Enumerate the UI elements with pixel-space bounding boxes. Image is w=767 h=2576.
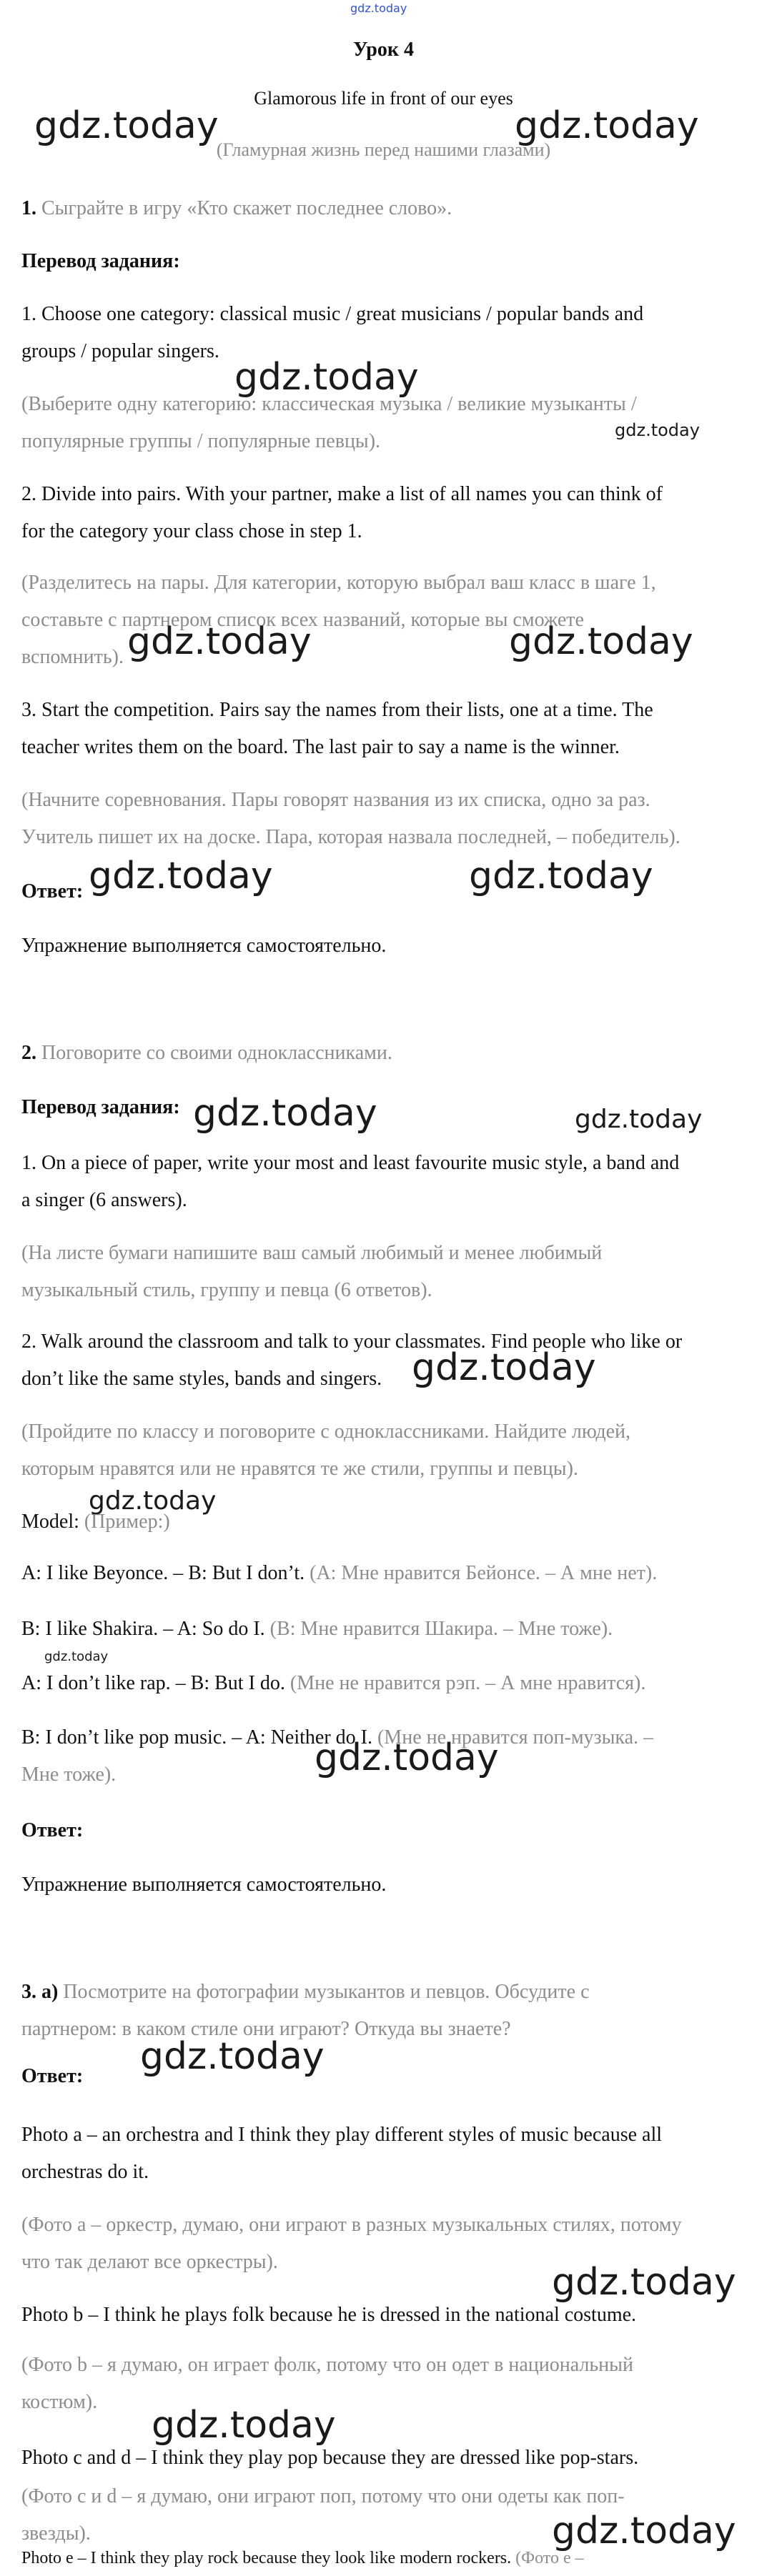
step-text-ru: (Начните соревнования. Пары говорят названия из их списка, одно за раз. — [21, 789, 650, 811]
answer-text-ru: звезды). — [21, 2522, 91, 2545]
step-text: 2. Walk around the classroom and talk to your classmates. Find people who like or — [21, 1331, 683, 1353]
answer-text: Photo a – an orchestra and I think they play different styles of music because all — [21, 2124, 662, 2146]
step-text: 3. Start the competition. Pairs say the names from their lists, one at a time. The — [21, 699, 653, 721]
translation-heading: Перевод задания: — [21, 250, 180, 272]
answer-text-ru: (Фото а – оркестр, думаю, они играют в разных музыкальных стилях, потому — [21, 2214, 682, 2236]
answer-text: orchestras do it. — [21, 2161, 149, 2183]
answer-text: Photo c and d – I think they play pop because they are dressed like pop-stars. — [21, 2447, 639, 2469]
watermark-top: gdz.today — [350, 1, 407, 15]
step-text-ru: (Пройдите по классу и поговорите с одноклассниками. Найдите людей, — [21, 1421, 630, 1443]
watermark: gdz.today — [34, 104, 219, 147]
watermark: gdz.today — [615, 420, 700, 440]
exercise-1-task: 1. Сыграйте в игру «Кто скажет последнее слово». — [21, 197, 452, 219]
watermark: gdz.today — [89, 1486, 217, 1516]
watermark: gdz.today — [412, 1346, 596, 1389]
step-text: 1. On a piece of paper, write your most and least favourite music style, a band and — [21, 1152, 680, 1174]
answer-text: Упражнение выполняется самостоятельно. — [21, 935, 387, 957]
watermark: gdz.today — [515, 104, 699, 147]
answer-text: Photo e – I think they play rock because they look like modern rockers. (Фото e – — [21, 2549, 584, 2567]
step-text-ru: вспомнить). — [21, 646, 124, 668]
translation-heading: Перевод задания: — [21, 1096, 180, 1118]
step-text: 2. Divide into pairs. With your partner, make a list of all names you can think of — [21, 483, 663, 505]
step-text-ru: (Разделитесь на пары. Для категории, которую выбрал ваш класс в шаге 1, — [21, 572, 656, 594]
watermark: gdz.today — [509, 620, 693, 663]
step-text-ru: Учитель пишет их на доске. Пара, которая назвала последней, – победитель). — [21, 826, 681, 848]
step-text: for the category your class chose in step 1. — [21, 520, 362, 542]
step-text: a singer (6 answers). — [21, 1189, 187, 1211]
watermark: gdz.today — [127, 620, 312, 663]
step-text-ru: составьте с партнером список всех названий, которые вы сможете — [21, 609, 584, 631]
lesson-subtitle: Glamorous life in front of our eyes — [254, 88, 513, 109]
step-text-ru: (Выберите одну категорию: классическая музыка / великие музыканты / — [21, 393, 637, 415]
answer-text-ru: (Фото b – я думаю, он играет фолк, потому что он одет в национальный — [21, 2354, 633, 2376]
watermark: gdz.today — [552, 2510, 736, 2552]
answer-text-ru: что так делают все оркестры). — [21, 2251, 278, 2273]
answer-label: Ответ: — [21, 1819, 84, 1841]
step-text: groups / popular singers. — [21, 340, 219, 362]
answer-label: Ответ: — [21, 880, 84, 902]
answer-text-ru: (Фото c и d – я думаю, они играют поп, потому что они одеты как поп- — [21, 2485, 625, 2507]
lesson-subtitle-ru: (Гламурная жизнь перед нашими глазами) — [216, 139, 551, 160]
answer-text: Photo b – I think he plays folk because he is dressed in the national costume. — [21, 2304, 637, 2326]
watermark: gdz.today — [575, 1105, 703, 1134]
step-text-ru: музыкальный стиль, группу и певца (6 ответов). — [21, 1279, 432, 1301]
watermark: gdz.today — [552, 2261, 736, 2304]
watermark: gdz.today — [234, 356, 419, 399]
answer-text: Упражнение выполняется самостоятельно. — [21, 1874, 387, 1896]
step-text-ru: (На листе бумаги напишите ваш самый любимый и менее любимый — [21, 1242, 603, 1264]
exercise-3-task: партнером: в каком стиле они играют? Откуда вы знаете? — [21, 2018, 511, 2040]
exercise-3-task: 3. а) Посмотрите на фотографии музыкантов и певцов. Обсудите с — [21, 1981, 590, 2003]
watermark: gdz.today — [152, 2404, 336, 2447]
answer-text-ru: костюм). — [21, 2391, 98, 2413]
step-text-ru: популярные группы / популярные певцы). — [21, 430, 381, 452]
watermark: gdz.today — [44, 1649, 109, 1664]
step-text: teacher writes them on the board. The last pair to say a name is the winner. — [21, 736, 620, 758]
step-text: 1. Choose one category: classical music / great musicians / popular bands and — [21, 303, 644, 325]
step-text-ru: которым нравятся или не нравятся те же стили, группы и певцы). — [21, 1458, 578, 1480]
answer-label: Ответ: — [21, 2065, 84, 2087]
dialogue-line: B: I don’t like pop music. – A: Neither do I. (Мне не нравится поп-музыка. – — [21, 1726, 654, 1749]
lesson-title: Урок 4 — [353, 39, 414, 61]
watermark: gdz.today — [140, 2035, 325, 2078]
exercise-2-task: 2. Поговорите со своими одноклассниками. — [21, 1042, 392, 1064]
watermark: gdz.today — [469, 855, 653, 897]
watermark: gdz.today — [193, 1092, 377, 1135]
model-label: Model: (Пример:) — [21, 1511, 170, 1533]
step-text: don’t like the same styles, bands and singers. — [21, 1368, 382, 1390]
dialogue-line: A: I don’t like rap. – B: But I do. (Мне не нравится рэп. – А мне нравится). — [21, 1672, 646, 1694]
dialogue-line: A: I like Beyonce. – B: But I don’t. (А: Мне нравится Бейонсе. – А мне нет). — [21, 1562, 658, 1584]
dialogue-line-ru: Мне тоже). — [21, 1764, 117, 1786]
dialogue-line: B: I like Shakira. – A: So do I. (В: Мне нравится Шакира. – Мне тоже). — [21, 1618, 613, 1640]
watermark: gdz.today — [315, 1736, 499, 1779]
watermark: gdz.today — [89, 855, 273, 897]
